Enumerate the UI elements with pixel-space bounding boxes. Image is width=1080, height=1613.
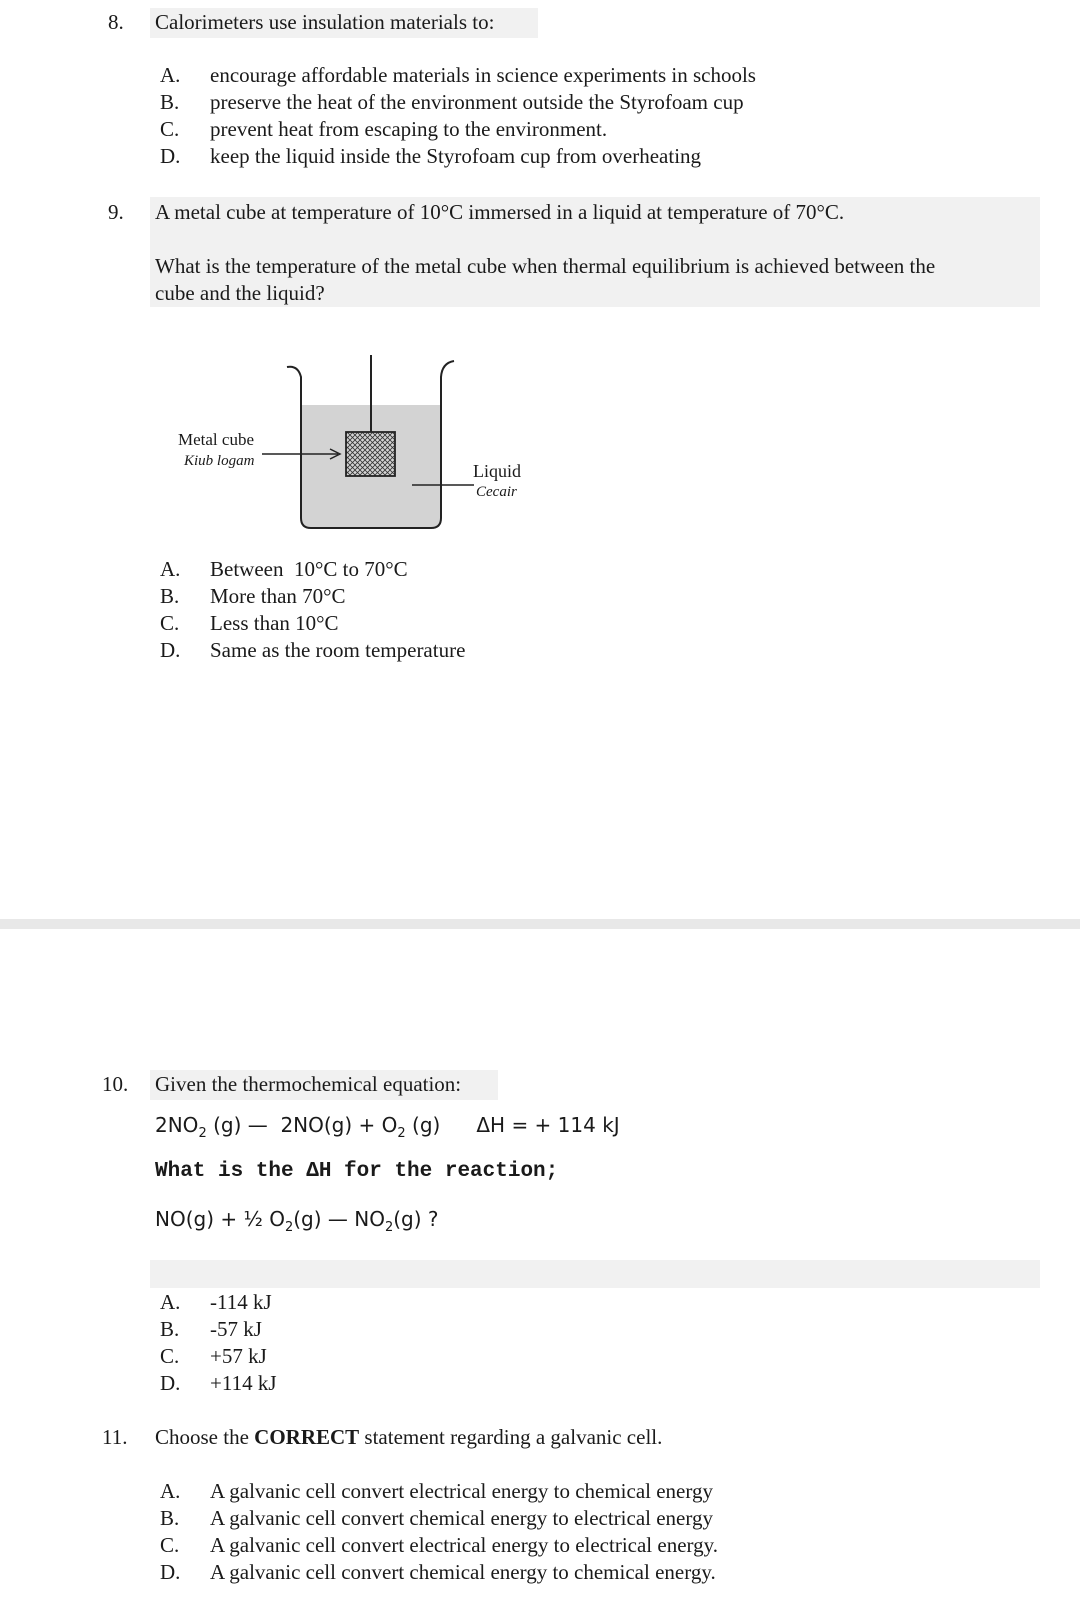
question-11-stem: [155, 1425, 662, 1450]
option-letter: B.: [160, 584, 180, 608]
metal-cube-label: Metal cube: [178, 430, 254, 449]
option-text: Less than 10°C: [210, 611, 339, 635]
eq2-part-c: (g) ?: [393, 1207, 439, 1231]
question-9-prompt-line2: cube and the liquid?: [155, 281, 325, 305]
option-text: A galvanic cell convert electrical energy to electrical energy.: [210, 1533, 719, 1557]
option-text: preserve the heat of the environment outside the Styrofoam cup: [210, 90, 744, 114]
q11-option-d[interactable]: [160, 1560, 716, 1585]
q10-option-c[interactable]: [160, 1344, 267, 1369]
option-letter: C.: [160, 1344, 180, 1368]
q10-option-d[interactable]: [160, 1371, 277, 1396]
question-8-stem: Calorimeters use insulation materials to:: [155, 10, 495, 34]
enthalpy-change: ΔH = + 114 kJ: [476, 1113, 620, 1137]
option-letter: D.: [160, 144, 181, 168]
eq2-subscript-b: 2: [384, 1220, 394, 1235]
option-text: A galvanic cell convert chemical energy to electrical energy: [210, 1506, 713, 1530]
q9-option-c[interactable]: [160, 611, 339, 636]
option-letter: C.: [160, 117, 180, 141]
option-text: prevent heat from escaping to the environment.: [210, 117, 608, 141]
liquid-label-malay: Cecair: [476, 484, 517, 500]
question-10-stem: Given the thermochemical equation:: [155, 1072, 462, 1096]
eq2-subscript-a: 2: [284, 1220, 294, 1235]
question-10-number: 10.: [102, 1072, 129, 1096]
question-10-prompt: What is the ΔH for the reaction;: [155, 1160, 559, 1183]
option-letter: D.: [160, 638, 181, 662]
q9-option-d[interactable]: [160, 638, 465, 663]
metal-cube-label-malay: Kiub logam: [184, 453, 255, 469]
metal-cube-icon: [346, 432, 395, 476]
stem-post: statement regarding a galvanic cell.: [359, 1425, 663, 1449]
option-letter: C.: [160, 611, 180, 635]
question-9-stem: A metal cube at temperature of 10°C immersed in a liquid at temperature of 70°C.: [155, 200, 845, 224]
eq2-part-a: NO(g) + ½ O: [155, 1207, 285, 1231]
option-letter: A.: [160, 63, 181, 87]
eq1-right-subscript: 2: [397, 1126, 406, 1141]
thermochemical-equation: [155, 1113, 620, 1141]
option-letter: B.: [160, 1506, 180, 1530]
option-text: A galvanic cell convert electrical energy to chemical energy: [210, 1479, 713, 1503]
q9-option-b[interactable]: [160, 584, 346, 609]
question-9-prompt-line1: What is the temperature of the metal cube when thermal equilibrium is achieved between the: [155, 254, 936, 278]
option-text: More than 70°C: [210, 584, 346, 608]
option-text: encourage affordable materials in science experiments in schools: [210, 63, 756, 87]
option-letter: D.: [160, 1371, 181, 1395]
q8-option-a[interactable]: [160, 63, 756, 88]
eq1-left: 2NO: [155, 1113, 199, 1137]
q9-option-a[interactable]: [160, 557, 408, 582]
q11-option-c[interactable]: [160, 1533, 718, 1558]
q8-option-d[interactable]: [160, 144, 701, 169]
option-letter: A.: [160, 1479, 181, 1503]
q11-option-a[interactable]: [160, 1479, 713, 1504]
q8-option-b[interactable]: [160, 90, 744, 115]
page-divider: [0, 919, 1080, 929]
question-11-number: 11.: [102, 1425, 128, 1449]
beaker-diagram: [170, 355, 550, 535]
liquid-label: Liquid: [473, 461, 521, 481]
eq1-left-subscript: 2: [198, 1126, 207, 1141]
option-letter: B.: [160, 90, 180, 114]
option-letter: B.: [160, 1317, 180, 1341]
stem-pre: Choose the: [155, 1425, 255, 1449]
option-text: Same as the room temperature: [210, 638, 466, 662]
q10-option-a[interactable]: [160, 1290, 272, 1315]
q8-option-c[interactable]: [160, 117, 607, 142]
eq2-part-b: (g) — NO: [293, 1207, 385, 1231]
option-letter: D.: [160, 1560, 181, 1584]
option-letter: A.: [160, 557, 181, 581]
q10-option-b[interactable]: [160, 1317, 262, 1342]
question-8-number: 8.: [108, 10, 124, 34]
highlight-shade: [150, 1260, 1040, 1288]
stem-emphasis: CORRECT: [254, 1425, 360, 1449]
question-9-number: 9.: [108, 200, 124, 224]
eq1-middle: (g) — 2NO(g) + O: [206, 1113, 398, 1137]
option-letter: A.: [160, 1290, 181, 1314]
option-text: Between 10°C to 70°C: [210, 557, 408, 581]
q11-option-b[interactable]: [160, 1506, 713, 1531]
option-text: A galvanic cell convert chemical energy to chemical energy.: [210, 1560, 716, 1584]
target-reaction: [155, 1207, 439, 1235]
option-text: +114 kJ: [210, 1371, 277, 1395]
eq1-right: (g): [405, 1113, 441, 1137]
option-letter: C.: [160, 1533, 180, 1557]
option-text: +57 kJ: [210, 1344, 267, 1368]
option-text: -114 kJ: [210, 1290, 272, 1314]
option-text: keep the liquid inside the Styrofoam cup from overheating: [210, 144, 702, 168]
option-text: -57 kJ: [210, 1317, 262, 1341]
